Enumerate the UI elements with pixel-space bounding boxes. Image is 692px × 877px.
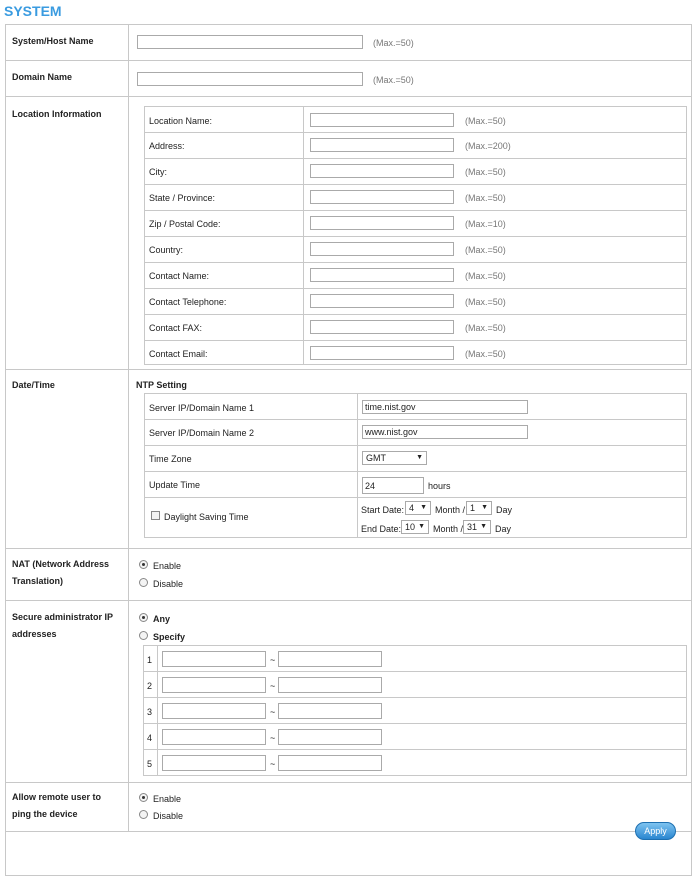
ip-separator: ~ [270, 707, 276, 717]
update-time-label: Update Time [149, 480, 201, 490]
location-row-hint: (Max.=50) [465, 193, 506, 203]
nat-enable-radio[interactable] [139, 560, 148, 569]
ip-row [144, 750, 686, 777]
row-divider [6, 96, 691, 97]
location-row [145, 185, 686, 211]
secure-ip-table [143, 645, 687, 776]
contact-telephone-input[interactable] [310, 294, 454, 308]
nat-disable-radio[interactable] [139, 578, 148, 587]
ip-end-input[interactable] [278, 677, 382, 693]
location-row [145, 237, 686, 263]
start-month-label: Month / [435, 505, 466, 515]
start-date-label: Start Date: [361, 505, 405, 515]
ip-separator: ~ [270, 733, 276, 743]
end-date-label: End Date: [361, 524, 402, 534]
state-input[interactable] [310, 190, 454, 204]
start-month-select[interactable] [405, 501, 431, 515]
dropdown-arrow-icon: ▼ [418, 523, 425, 530]
domain-label: Domain Name [12, 72, 73, 82]
end-day-label: Day [495, 524, 512, 534]
end-month-select[interactable] [401, 520, 429, 534]
ip-start-input[interactable] [162, 729, 266, 745]
secure-specify-radio[interactable] [139, 631, 148, 640]
nat-label: NAT (Network Address Translation) [12, 559, 110, 586]
secure-any-label: Any [153, 614, 171, 624]
ip-start-input[interactable] [162, 677, 266, 693]
page-title: SYSTEM [4, 3, 62, 19]
ntp-row [145, 420, 686, 446]
location-row-label: Contact Name: [149, 271, 210, 281]
location-row [145, 133, 686, 159]
ip-row-number: 3 [147, 707, 153, 717]
system-host-label: System/Host Name [12, 36, 94, 46]
row-divider [6, 782, 691, 783]
location-label: Location Information [12, 109, 102, 119]
location-row-hint: (Max.=50) [465, 116, 506, 126]
ip-start-input[interactable] [162, 755, 266, 771]
datetime-label: Date/Time [12, 380, 55, 390]
location-row-label: Country: [149, 245, 184, 255]
location-row-label: Contact Email: [149, 349, 208, 359]
dropdown-arrow-icon: ▼ [481, 504, 488, 511]
ntp-row [145, 394, 686, 420]
ntp-row [145, 498, 686, 539]
dropdown-arrow-icon: ▼ [416, 454, 423, 461]
ntp-table [144, 393, 687, 538]
ip-start-input[interactable] [162, 651, 266, 667]
location-row-label: Address: [149, 141, 185, 151]
ip-row-number: 1 [147, 655, 153, 665]
location-row-label: Contact Telephone: [149, 297, 227, 307]
location-row-hint: (Max.=50) [465, 349, 506, 359]
ping-label: Allow remote user to ping the device [12, 792, 102, 819]
ip-end-input[interactable] [278, 755, 382, 771]
location-row [145, 315, 686, 341]
apply-button[interactable]: Apply [635, 822, 676, 840]
location-row-hint: (Max.=50) [465, 323, 506, 333]
end-day-select[interactable] [463, 520, 491, 534]
start-day-select[interactable] [466, 501, 492, 515]
ip-row [144, 724, 686, 750]
server2-input[interactable] [362, 425, 528, 439]
end-month-label: Month / [433, 524, 464, 534]
ip-end-input[interactable] [278, 651, 382, 667]
ip-row [144, 698, 686, 724]
location-row-hint: (Max.=50) [465, 245, 506, 255]
ip-separator: ~ [270, 681, 276, 691]
location-row-hint: (Max.=10) [465, 219, 506, 229]
ip-separator: ~ [270, 759, 276, 769]
row-divider [6, 369, 691, 370]
dst-label: Daylight Saving Time [164, 512, 249, 522]
end-month-value: 10 [405, 522, 416, 532]
ping-disable-radio[interactable] [139, 810, 148, 819]
row-divider [6, 548, 691, 549]
ip-row-number: 5 [147, 759, 153, 769]
row-divider [6, 600, 691, 601]
domain-hint: (Max.=50) [373, 75, 414, 85]
system-form [5, 24, 692, 876]
ping-disable-label: Disable [153, 811, 184, 821]
ntp-row [145, 446, 686, 472]
nat-disable-label: Disable [153, 579, 184, 589]
location-row-label: Location Name: [149, 116, 213, 126]
location-row [145, 341, 686, 366]
ping-enable-label: Enable [153, 794, 182, 804]
location-row-label: State / Province: [149, 193, 216, 203]
timezone-label: Time Zone [149, 454, 192, 464]
address-input[interactable] [310, 138, 454, 152]
contact-email-input[interactable] [310, 346, 454, 360]
location-row [145, 263, 686, 289]
ntp-row [145, 472, 686, 498]
start-month-value: 4 [409, 503, 415, 513]
location-row [145, 289, 686, 315]
ip-end-input[interactable] [278, 729, 382, 745]
location-row-hint: (Max.=50) [465, 271, 506, 281]
dropdown-arrow-icon: ▼ [480, 523, 487, 530]
location-name-input[interactable] [310, 113, 454, 127]
location-row-label: Zip / Postal Code: [149, 219, 221, 229]
system-host-hint: (Max.=50) [373, 38, 414, 48]
contact-name-input[interactable] [310, 268, 454, 282]
end-day-value: 31 [467, 522, 478, 532]
location-row [145, 159, 686, 185]
timezone-value: GMT [366, 453, 386, 463]
dropdown-arrow-icon: ▼ [420, 504, 427, 511]
ip-row [144, 646, 686, 672]
location-row-label: City: [149, 167, 167, 177]
column-divider [128, 25, 129, 831]
dst-checkbox[interactable] [151, 511, 160, 520]
ping-enable-radio[interactable] [139, 793, 148, 802]
timezone-select[interactable] [362, 451, 427, 465]
start-day-value: 1 [470, 503, 476, 513]
location-row-hint: (Max.=200) [465, 141, 511, 151]
start-day-label: Day [496, 505, 513, 515]
city-input[interactable] [310, 164, 454, 178]
row-divider [6, 831, 691, 832]
contact-fax-input[interactable] [310, 320, 454, 334]
server2-label: Server IP/Domain Name 2 [149, 428, 255, 438]
secure-any-radio[interactable] [139, 613, 148, 622]
update-time-unit: hours [428, 481, 451, 491]
ntp-heading: NTP Setting [136, 380, 187, 390]
update-time-input[interactable] [362, 477, 424, 494]
location-row [145, 107, 686, 133]
secure-ip-label: Secure administrator IP addresses [12, 612, 113, 639]
location-row-label: Contact FAX: [149, 323, 203, 333]
server1-label: Server IP/Domain Name 1 [149, 403, 255, 413]
row-divider [6, 60, 691, 61]
secure-specify-label: Specify [153, 632, 186, 642]
location-row-hint: (Max.=50) [465, 297, 506, 307]
nat-enable-label: Enable [153, 561, 182, 571]
ip-end-input[interactable] [278, 703, 382, 719]
ip-row-number: 2 [147, 681, 153, 691]
location-row [145, 211, 686, 237]
ip-row-number: 4 [147, 733, 153, 743]
domain-input[interactable] [137, 72, 363, 86]
location-row-hint: (Max.=50) [465, 167, 506, 177]
ip-row [144, 672, 686, 698]
ip-separator: ~ [270, 655, 276, 665]
server1-input[interactable] [362, 400, 528, 414]
system-host-input[interactable] [137, 35, 363, 49]
country-input[interactable] [310, 242, 454, 256]
zip-input[interactable] [310, 216, 454, 230]
location-table [144, 106, 687, 365]
ip-start-input[interactable] [162, 703, 266, 719]
